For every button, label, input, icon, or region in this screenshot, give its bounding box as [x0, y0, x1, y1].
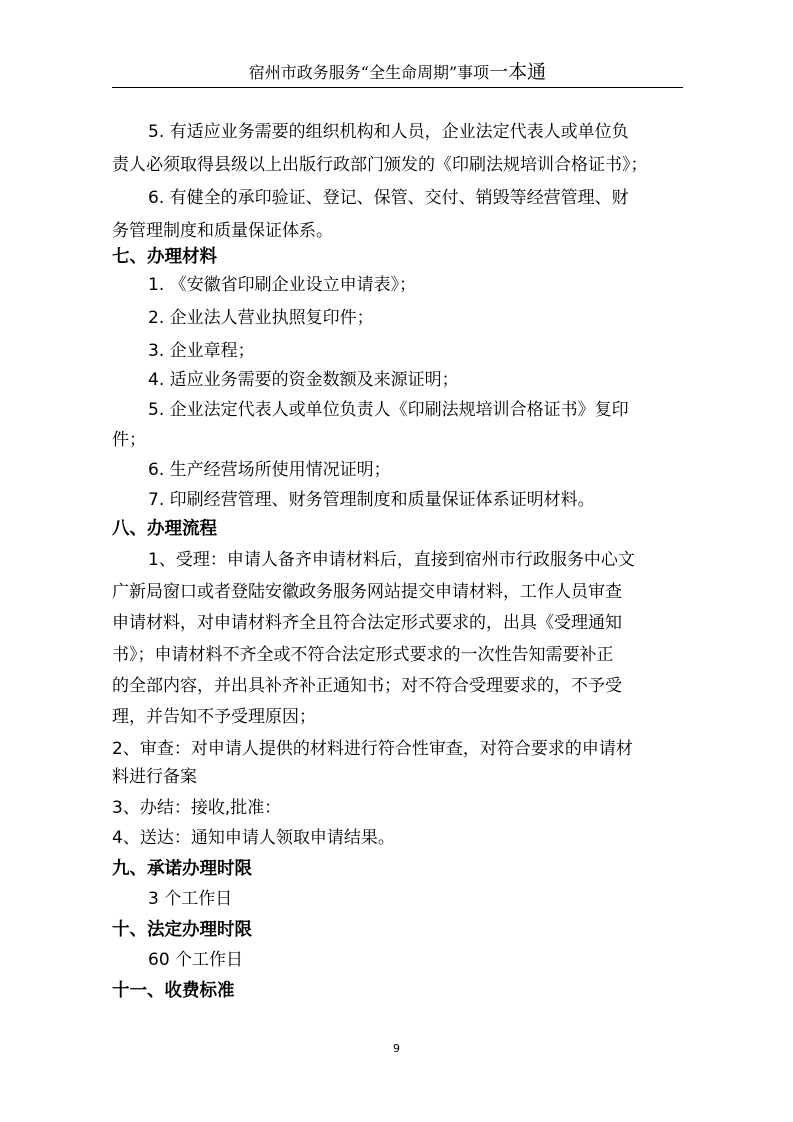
statutory-time-value: 60 个工作日	[148, 950, 244, 970]
header-title-main: 宿州市政务服务“全生命周期”事项	[248, 63, 490, 82]
header-divider	[112, 87, 683, 88]
paragraph-line: 6. 有健全的承印验证、登记、保管、交付、销毁等经营管理、财	[148, 188, 629, 208]
promised-time-value: 3 个工作日	[148, 889, 233, 909]
list-item: 5. 企业法定代表人或单位负责人《印刷法规培训合格证书》复印	[148, 400, 629, 420]
paragraph-line: 责人必须取得县级以上出版行政部门颁发的《印刷法规培训合格证书》；	[112, 155, 648, 175]
paragraph-line: 书》；申请材料不齐全或不符合法定形式要求的一次性告知需要补正	[112, 645, 614, 665]
list-item-continued: 件；	[112, 430, 146, 450]
paragraph-line: 申请材料，对申请材料齐全且符合法定形式要求的，出具《受理通知	[112, 613, 622, 633]
running-header	[112, 60, 683, 85]
section-heading-fees: 十一、收费标准	[112, 981, 235, 1001]
section-heading-materials: 七、办理材料	[112, 247, 217, 267]
paragraph-line: 理，并告知不予受理原因；	[112, 707, 316, 727]
paragraph-line: 5. 有适应业务需要的组织机构和人员，企业法定代表人或单位负	[148, 122, 629, 142]
list-item: 2. 企业法人营业执照复印件；	[148, 308, 374, 328]
paragraph-line: 广新局窗口或者登陆安徽政务服务网站提交申请材料，工作人员审查	[112, 582, 622, 602]
paragraph-line: 2、审查：对申请人提供的材料进行符合性审查，对符合要求的申请材	[112, 739, 633, 759]
header-title-suffix: 一本通	[489, 61, 547, 83]
paragraph-line: 的全部内容，并出具补齐补正通知书；对不符合受理要求的，不予受	[112, 676, 622, 696]
section-heading-process: 八、办理流程	[112, 519, 217, 539]
page-number: 9	[393, 1042, 400, 1055]
list-item: 3. 企业章程；	[148, 341, 255, 361]
list-item: 4. 适应业务需要的资金数额及来源证明；	[148, 370, 459, 390]
paragraph-line: 4、送达：通知申请人领取申请结果。	[112, 828, 395, 848]
paragraph-line: 3、办结：接收,批准：	[112, 798, 282, 818]
paragraph-line: 1、受理：申请人备齐申请材料后，直接到宿州市行政服务中心文	[148, 550, 635, 570]
list-item: 6. 生产经营场所使用情况证明；	[148, 460, 391, 480]
paragraph-line: 料进行备案	[112, 767, 197, 787]
section-heading-promised-time: 九、承诺办理时限	[112, 859, 252, 879]
list-item: 1. 《安徽省印刷企业设立申请表》；	[148, 275, 417, 295]
section-heading-statutory-time: 十、法定办理时限	[112, 920, 252, 940]
list-item: 7. 印刷经营管理、财务管理制度和质量保证体系证明材料。	[148, 490, 595, 510]
paragraph-line: 务管理制度和质量保证体系。	[112, 221, 333, 241]
